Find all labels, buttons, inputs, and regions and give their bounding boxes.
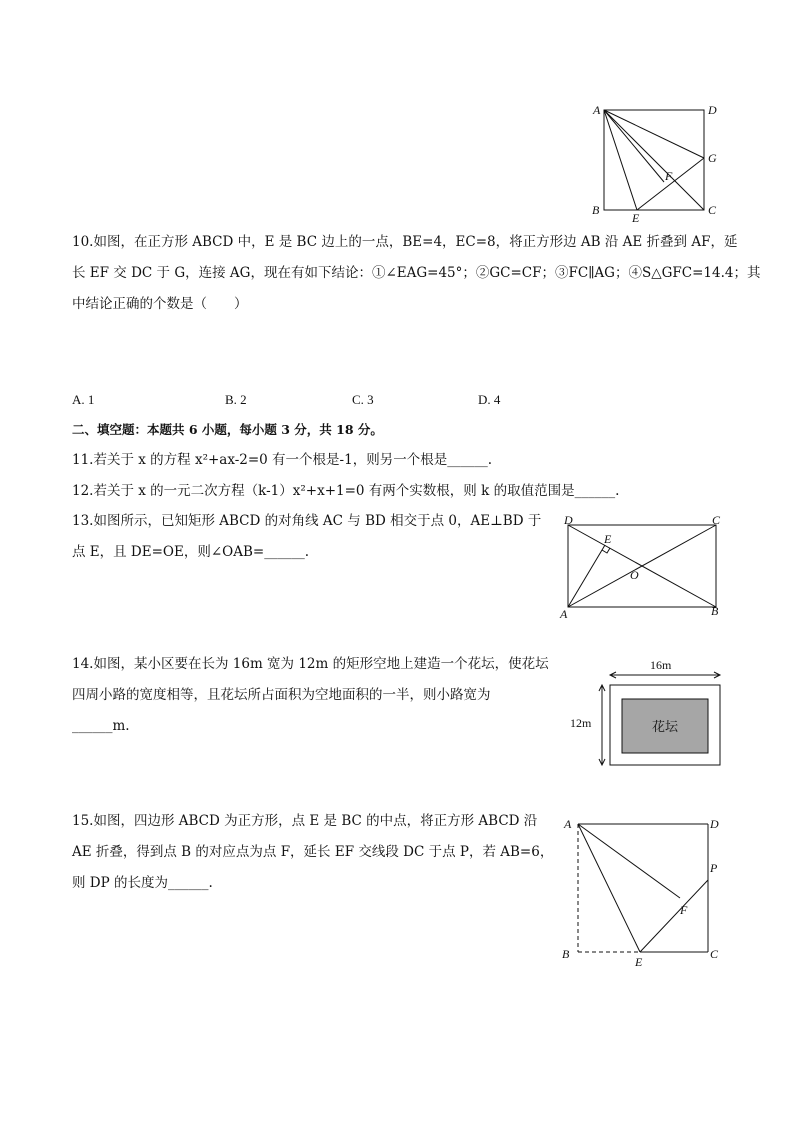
q15-label-D: D [710,817,719,831]
q10-text-line2: 长 EF 交 DC 于 G，连接 AG，现在有如下结论：①∠EAG=45°；②GC=CF；③FC∥AG；④S△GFC=14.4；其 [72,265,761,281]
q14-text-line3: ______m. [72,718,130,734]
q11-text: 11.若关于 x 的方程 x²+ax-2=0 有一个根是-1，则另一个根是______. [72,452,493,468]
q10-label-F: F [665,169,673,183]
q14-garden-label: 花坛 [652,720,679,735]
q13-text-line2: 点 E，且 DE=OE，则∠OAB=______. [72,544,310,560]
q13-label-O: O [630,568,639,582]
q13-label-A: A [560,607,568,621]
q10-line-AC [604,110,704,210]
q10-label-G: G [708,151,717,165]
q10-option-b[interactable]: B. 2 [225,392,247,407]
q10-text-line1: 10.如图，在正方形 ABCD 中，E 是 BC 边上的一点，BE=4，EC=8，将正方形边 AB 沿 AE 折叠到 AF，延 [72,234,738,250]
q14-height-label: 12m [570,716,592,730]
q15-label-P: P [710,861,718,875]
q13-text-line1: 13.如图所示，已知矩形 ABCD 的对角线 AC 与 BD 相交于点 0，AE⊥BD 于 [72,513,542,529]
q13-label-E: E [604,532,612,546]
q13-label-B: B [711,604,719,618]
q15-figure [560,812,730,972]
q15-line-AE [578,824,640,952]
q13-label-C: C [712,513,721,527]
q10-option-a[interactable]: A. 1 [72,392,95,407]
q12-text: 12.若关于 x 的一元二次方程（k-1）x²+x+1=0 有两个实数根，则 k 的取值范围是______. [72,483,620,499]
q10-label-B: B [592,203,600,217]
q10-option-d[interactable]: D. 4 [478,392,501,407]
q13-figure [560,512,730,622]
q15-line-AF [578,824,680,898]
q10-figure [590,100,720,225]
q13-label-D: D [564,513,573,527]
q10-text-line3: 中结论正确的个数是（ ） [72,296,248,312]
q14-text-line1: 14.如图，某小区要在长为 16m 宽为 12m 的矩形空地上建造一个花坛，使花坛 [72,656,549,672]
q10-label-D: D [708,103,717,117]
q14-width-label: 16m [650,658,672,672]
q10-label-A: A [593,103,601,117]
section-heading: 二、填空题：本题共 6 小题，每小题 3 分，共 18 分。 [72,422,383,437]
q15-label-C: C [710,947,719,961]
q10-line-AF [604,110,664,182]
q10-option-c[interactable]: C. 3 [352,392,374,407]
q10-line-AG [604,110,704,158]
q15-text-line3: 则 DP 的长度为______. [72,875,213,891]
q15-line-EP [640,880,708,952]
q15-label-F: F [680,903,688,917]
q15-label-E: E [635,955,643,969]
q15-label-B: B [562,947,570,961]
q10-line-EG [637,158,704,210]
q15-label-A: A [564,817,572,831]
q15-text-line2: AE 折叠，得到点 B 的对应点为点 F，延长 EF 交线段 DC 于点 P，若 AB=6， [72,844,554,860]
q10-line-AE [604,110,637,210]
q14-text-line2: 四周小路的宽度相等，且花坛所占面积为空地面积的一半，则小路宽为 [72,687,491,703]
q14-figure [570,655,730,770]
q10-label-C: C [708,203,717,217]
q13-line-AE [568,545,605,607]
q15-text-line1: 15.如图，四边形 ABCD 为正方形，点 E 是 BC 的中点，将正方形 ABCD 沿 [72,813,538,829]
q10-label-E: E [632,211,640,225]
